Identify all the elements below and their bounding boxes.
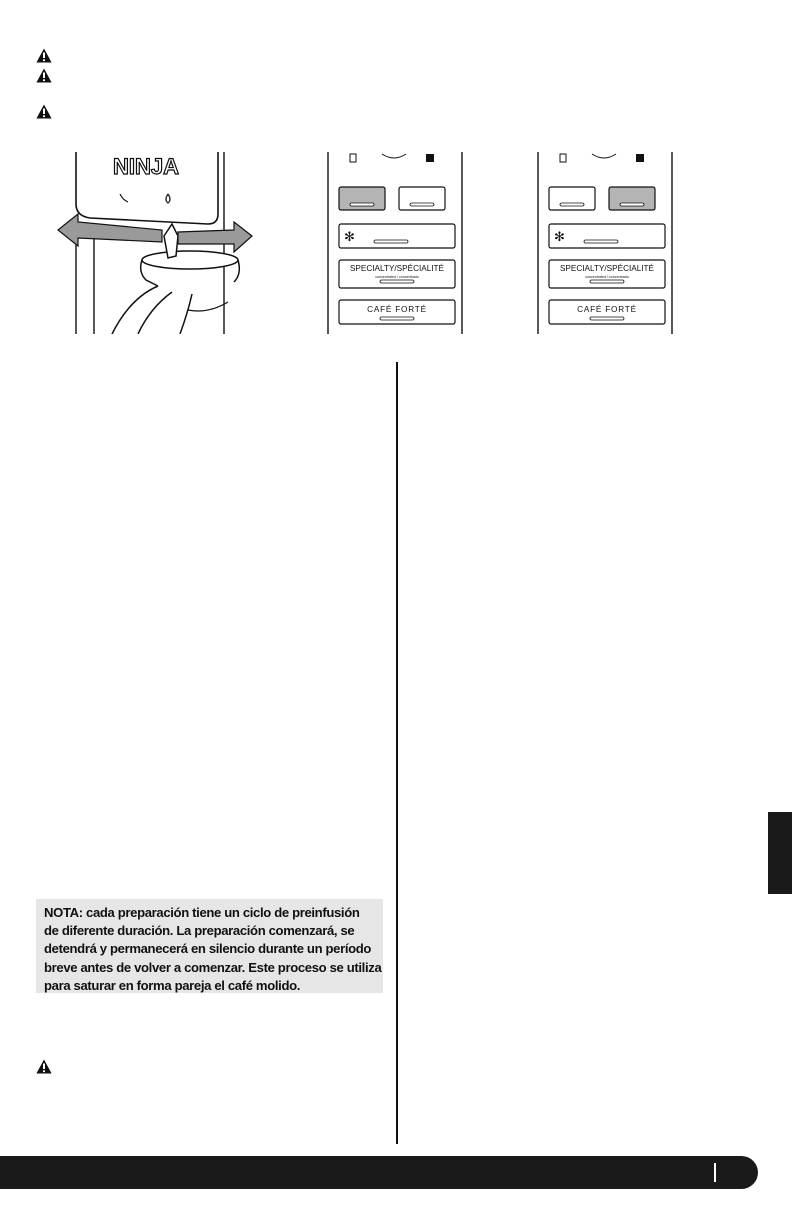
- warning-icon: [36, 48, 52, 63]
- language-side-tab: [768, 812, 792, 894]
- specialty-label: SPECIALTY/SPÉCIALITÉ: [559, 264, 655, 273]
- note-line: detendrá y permanecerá en silencio durante un período: [44, 941, 372, 957]
- over-ice-button: [339, 224, 455, 248]
- specialty-label: SPECIALTY/SPÉCIALITÉ: [349, 264, 445, 273]
- note-line: NOTA: cada preparación tiene un ciclo de preinfusión: [44, 905, 360, 920]
- classic-button: [339, 187, 385, 210]
- note-line: breve antes de volver a comenzar. Este proceso se utiliza: [44, 959, 382, 975]
- brewer-drip-stop-illustration: [38, 152, 268, 334]
- rich-button: [399, 187, 445, 210]
- cafe-forte-label: CAFÉ FORTÉ: [577, 305, 637, 314]
- warning-icon: [36, 1059, 52, 1074]
- rich-button: [609, 187, 655, 210]
- warning-icon: [36, 104, 52, 119]
- footer-bar: [0, 1156, 758, 1189]
- note-box: [36, 899, 383, 993]
- note-line: para saturar en forma pareja el café molido.: [44, 977, 301, 993]
- classic-button: [549, 187, 595, 210]
- over-ice-button: [549, 224, 665, 248]
- control-panel-illustration-right: [532, 152, 682, 334]
- note-line: de diferente duración. La preparación comenzará, se: [44, 923, 355, 939]
- cafe-forte-label: CAFÉ FORTÉ: [367, 305, 427, 314]
- control-panel-illustration-left: [322, 152, 472, 334]
- footer-separator: [714, 1163, 716, 1182]
- specialty-sublabel: concentrated / concentrado: [375, 275, 419, 279]
- brand-logo: NINJA: [112, 154, 180, 179]
- svg-text:✻: ✻: [344, 229, 355, 244]
- column-divider: [396, 362, 398, 1144]
- svg-text:✻: ✻: [554, 229, 565, 244]
- specialty-sublabel: concentrated / concentrado: [585, 275, 629, 279]
- warning-icon: [36, 68, 52, 83]
